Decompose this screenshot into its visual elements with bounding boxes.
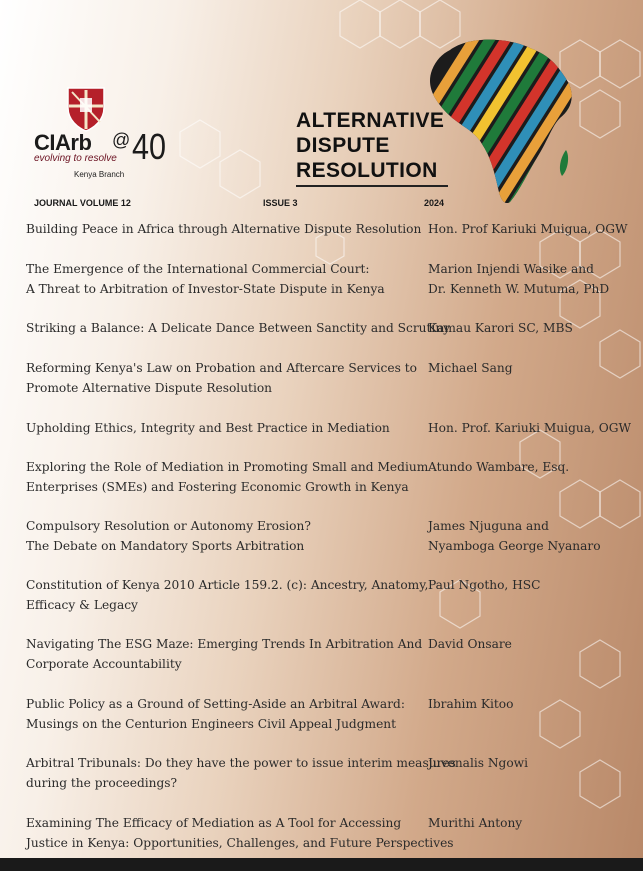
toc-article-title [26,457,429,497]
toc-title-line: Exploring the Role of Mediation in Promoting Small and Medium [26,460,429,474]
toc-title-line: The Debate on Mandatory Sports Arbitration [26,539,305,553]
toc-author-line: Nyamboga George Nyanaro [428,539,601,553]
toc-author-line: Murithi Antony [428,816,523,830]
toc-article-title [26,753,456,793]
ciarb-tagline: evolving to resolve [34,153,117,164]
toc-title-line: Examining The Efficacy of Mediation as A Tool for Accessing [26,816,402,830]
toc-title-line: Building Peace in Africa through Alternative Dispute Resolution [26,222,422,236]
toc-author-line: Kamau Karori SC, MBS [428,321,573,335]
toc-article-authors [428,318,643,338]
toc-author-line: Hon. Prof Kariuki Muigua, OGW [428,222,628,236]
toc-author-line: Marion Injendi Wasike and [428,262,594,276]
toc-title-line: Promote Alternative Dispute Resolution [26,381,273,395]
toc-article-title [26,219,421,239]
toc-title-line: Musings on the Centurion Engineers Civil Appeal Judgment [26,717,397,731]
toc-article-title [26,259,421,299]
toc-article-title [26,634,421,674]
journal-volume: JOURNAL VOLUME 12 [34,198,131,208]
ciarb-at-symbol: @ [112,130,131,150]
toc-title-line: Striking a Balance: A Delicate Dance Between Sanctity and Scrutiny [26,321,451,335]
toc-author-line: David Onsare [428,637,512,651]
toc-title-line: Justice in Kenya: Opportunities, Challenges, and Future Perspectives [26,836,454,850]
toc-article-title [26,358,421,398]
africa-map-icon [420,30,580,208]
toc-author-line: Juvenalis Ngowi [428,756,529,770]
toc-title-line: The Emergence of the International Commercial Court: [26,262,370,276]
toc-article-authors [428,259,643,299]
africa-stripes [420,30,580,208]
africa-stripe [568,30,580,208]
toc-title-line: Reforming Kenya's Law on Probation and Aftercare Services to [26,361,417,375]
toc-article-authors [428,358,643,378]
toc-title-line: Compulsory Resolution or Autonomy Erosion? [26,519,311,533]
journal-year: 2024 [424,198,445,208]
toc-author-line: Paul Ngotho, HSC [428,578,541,592]
toc-author-line: Dr. Kenneth W. Mutuma, PhD [428,282,610,296]
ciarb-branch: Kenya Branch [74,170,125,179]
toc-title-line: Constitution of Kenya 2010 Article 159.2. (c): Ancestry, Anatomy, [26,578,429,592]
toc-author-line: Michael Sang [428,361,513,375]
toc-title-line: A Threat to Arbitration of Investor-State Dispute in Kenya [26,282,385,296]
toc-article-authors [428,634,643,654]
toc-title-line: during the proceedings? [26,776,178,790]
journal-title-line-2: DISPUTE [296,134,390,157]
toc-article-title [26,418,421,438]
toc-author-line: Atundo Wambare, Esq. [428,460,570,474]
journal-issue: ISSUE 3 [263,198,298,208]
toc-author-line: Ibrahim Kitoo [428,697,514,711]
toc-article-title [26,516,421,556]
toc-title-line: Efficacy & Legacy [26,598,138,612]
journal-title-line-1: ALTERNATIVE [296,109,445,132]
toc-title-line: Corporate Accountability [26,657,182,671]
bottom-pattern-band [0,858,643,871]
toc-article-authors [428,457,643,477]
toc-article-authors [428,813,643,833]
ciarb-anniversary-number: 40 [132,126,167,167]
shield-crest-icon [66,86,106,132]
toc-title-line: Public Policy as a Ground of Setting-Aside an Arbitral Award: [26,697,405,711]
toc-article-title [26,813,454,853]
toc-author-line: James Njuguna and [428,519,549,533]
toc-article-authors [428,418,643,438]
toc-article-authors [428,516,643,556]
toc-title-line: Enterprises (SMEs) and Fostering Economic Growth in Kenya [26,480,409,494]
toc-title-line: Navigating The ESG Maze: Emerging Trends In Arbitration And [26,637,423,651]
ciarb-wordmark: CIArb [34,130,92,155]
toc-article-title [26,318,451,338]
toc-article-authors [428,753,643,773]
toc-article-authors [428,694,643,714]
toc-article-title [26,694,421,734]
toc-article-authors [428,575,643,595]
toc-article-title [26,575,429,615]
toc-author-line: Hon. Prof. Kariuki Muigua, OGW [428,421,631,435]
toc-title-line: Upholding Ethics, Integrity and Best Practice in Mediation [26,421,390,435]
toc-article-authors [428,219,643,239]
journal-title-line-3: RESOLUTION [296,159,438,182]
toc-title-line: Arbitral Tribunals: Do they have the power to issue interim measures [26,756,456,770]
